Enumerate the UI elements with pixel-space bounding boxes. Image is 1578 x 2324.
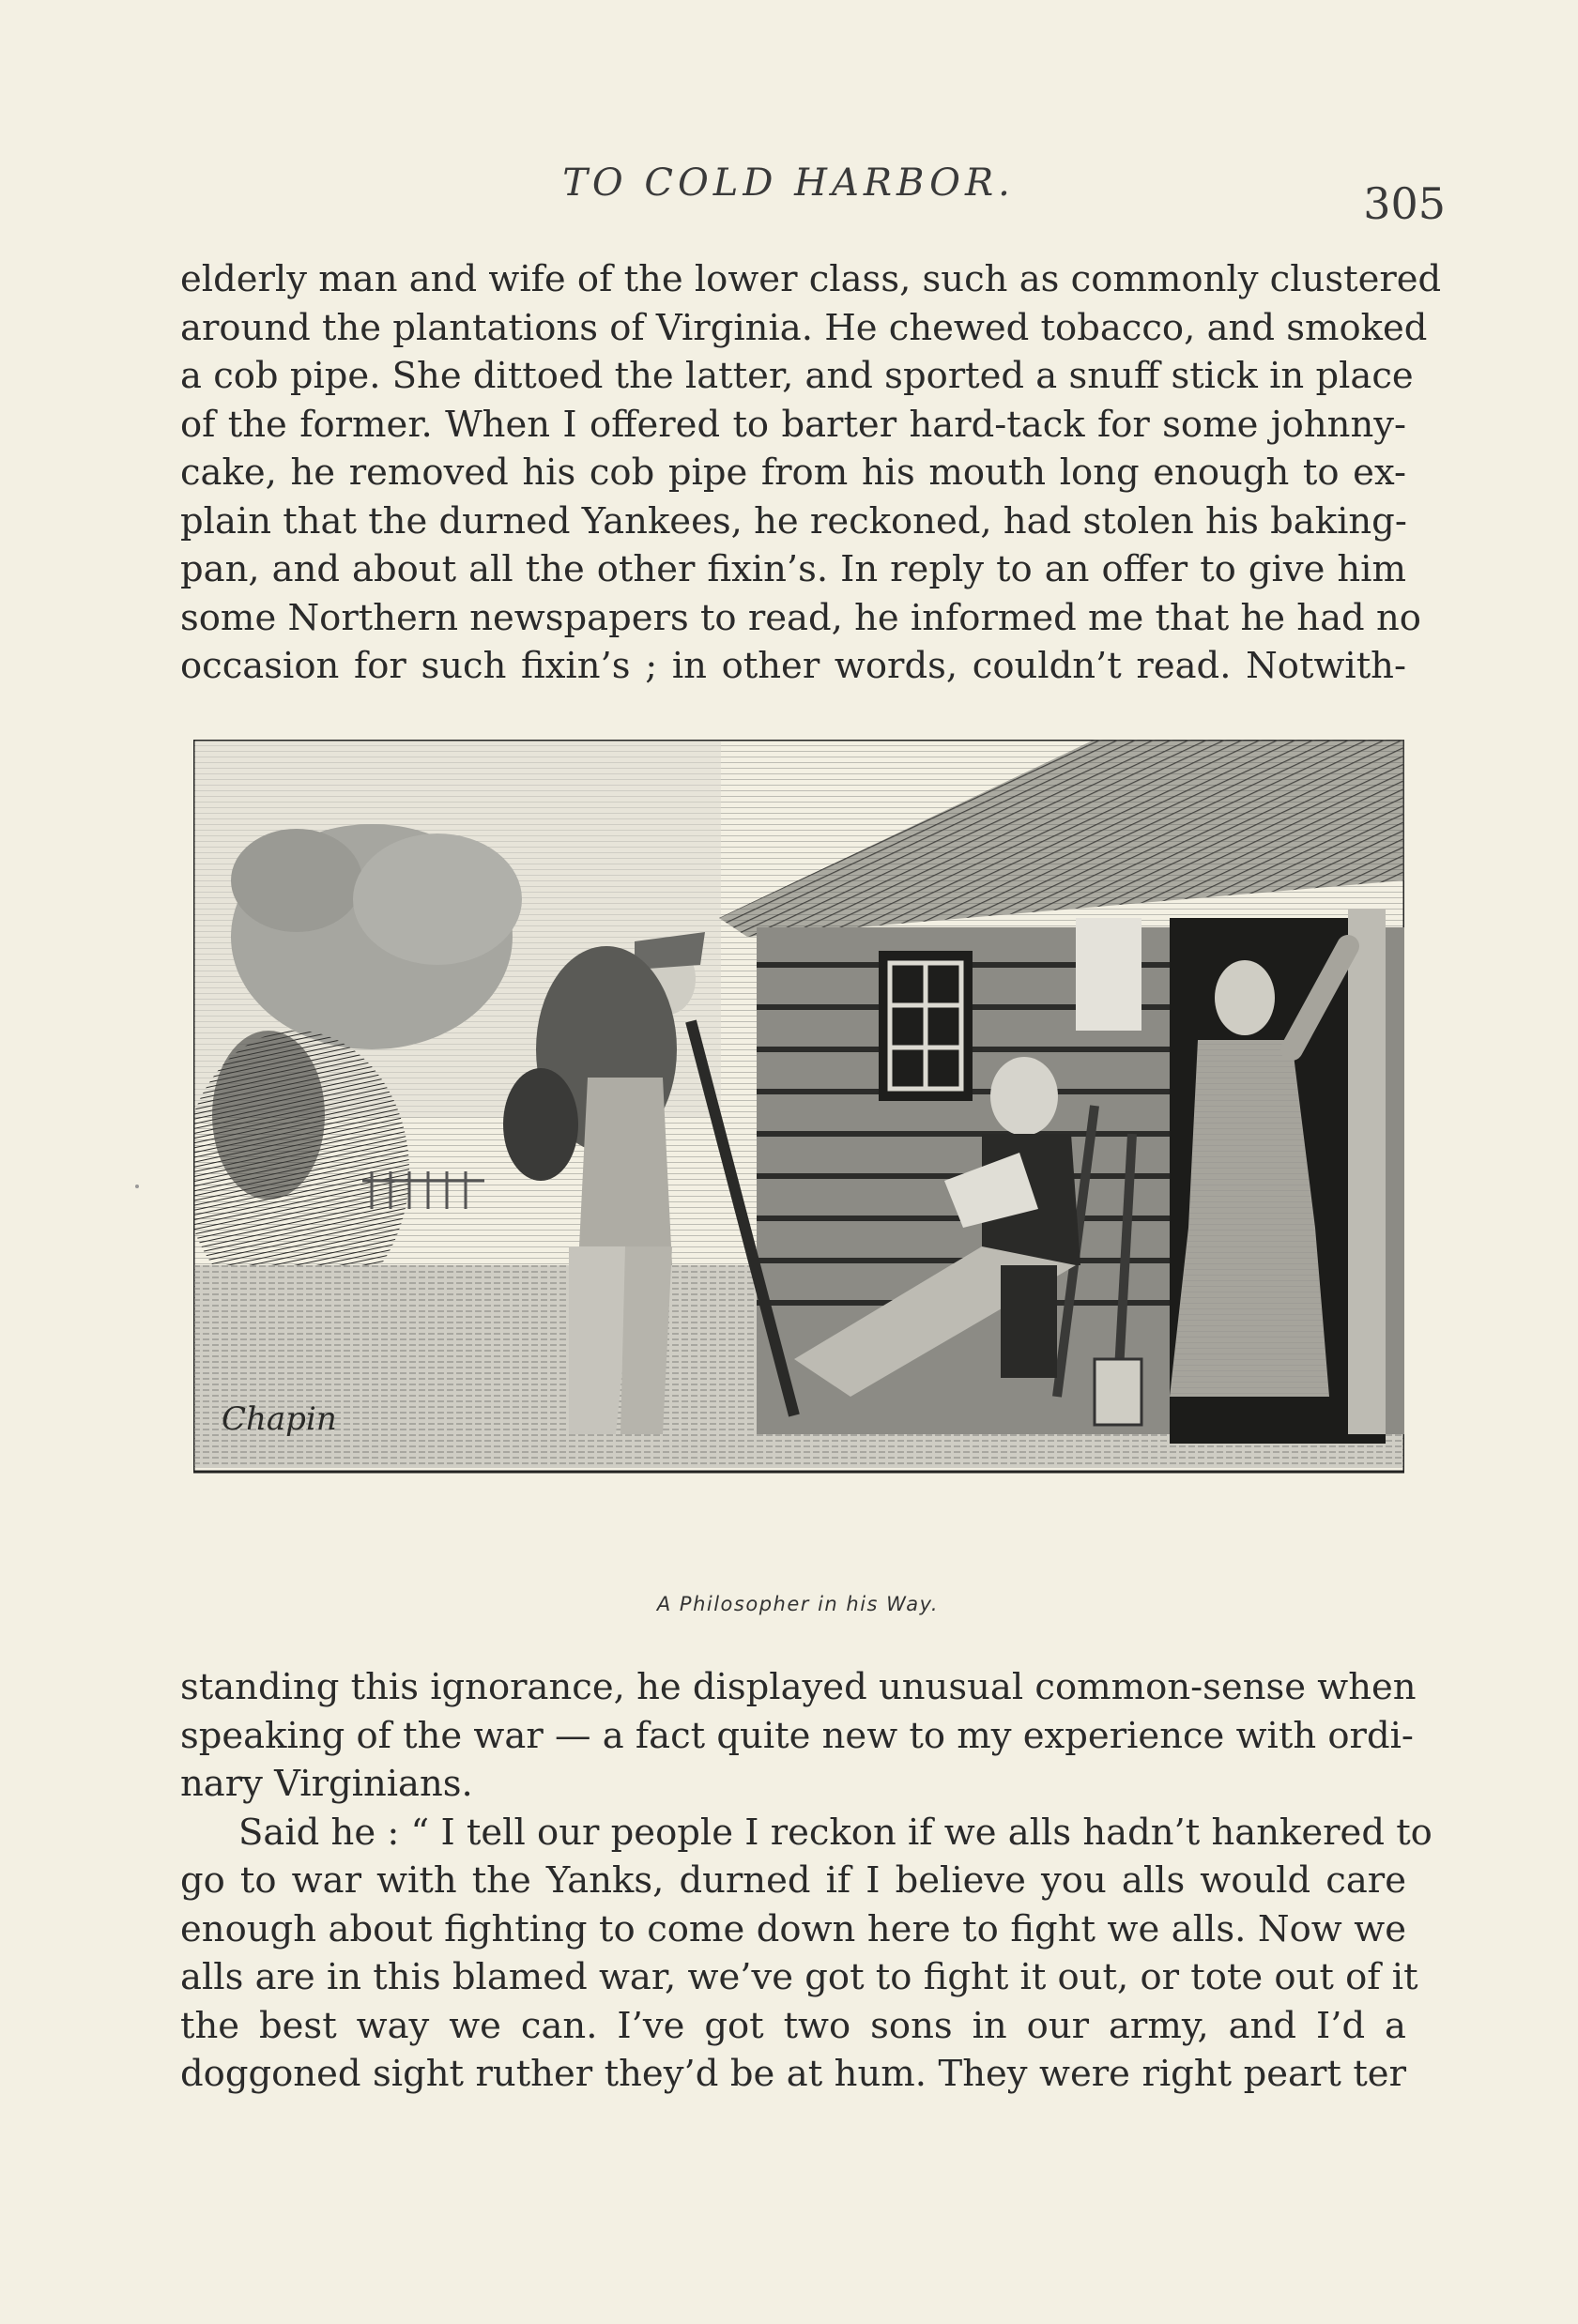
text-line: cake, he removed his cob pipe from his mouth long enough to ex- xyxy=(180,451,1406,494)
body-text-top xyxy=(180,255,1442,691)
text-line: the best way we can. I’ve got two sons in our army, and I’d a xyxy=(180,2004,1406,2047)
text-line: elderly man and wife of the lower class, such as commonly clustered xyxy=(180,258,1442,300)
figure-caption: A Philosopher in his Way. xyxy=(656,1593,940,1615)
text-line: plain that the durned Yankees, he reckoned, had stolen his baking- xyxy=(180,499,1407,543)
text-line: pan, and about all the other fixin’s. In reply to an offer to give him xyxy=(180,548,1406,590)
text-line: around the plantations of Virginia. He chewed tobacco, and smoked xyxy=(180,306,1428,349)
text-line: of the former. When I offered to barter hard-tack for some johnny- xyxy=(180,403,1406,446)
text-line: doggoned sight ruther they’d be at hum. They were right peart ter xyxy=(180,2053,1406,2095)
text-line: some Northern newspapers to read, he informed me that he had no xyxy=(180,596,1421,639)
body-text-bottom xyxy=(180,1663,1432,2099)
artist-signature: Chapin xyxy=(222,1400,337,1438)
text-line: go to war with the Yanks, durned if I believe you alls would care xyxy=(180,1859,1406,1902)
text-line: standing this ignorance, he displayed unusual common-sense when xyxy=(180,1666,1417,1708)
text-line: Said he : “ I tell our people I reckon if we alls hadn’t hankered to xyxy=(238,1811,1432,1854)
text-line: nary Virginians. xyxy=(180,1763,473,1805)
text-line: alls are in this blamed war, we’ve got to fight it out, or tote out of it xyxy=(180,1956,1418,1998)
text-line: speaking of the war — a fact quite new to my experience with ordi- xyxy=(180,1714,1414,1757)
paper-speck xyxy=(135,1185,139,1188)
text-line: a cob pipe. She dittoed the latter, and sported a snuff stick in place xyxy=(180,355,1414,397)
running-head: TO COLD HARBOR. xyxy=(562,161,1015,205)
engraving-illustration xyxy=(193,740,1404,1584)
page-number: 305 xyxy=(1363,178,1446,229)
text-line: occasion for such fixin’s ; in other words, couldn’t read. Notwith- xyxy=(180,645,1406,687)
text-line: enough about fighting to come down here to fight we alls. Now we xyxy=(180,1907,1406,1950)
